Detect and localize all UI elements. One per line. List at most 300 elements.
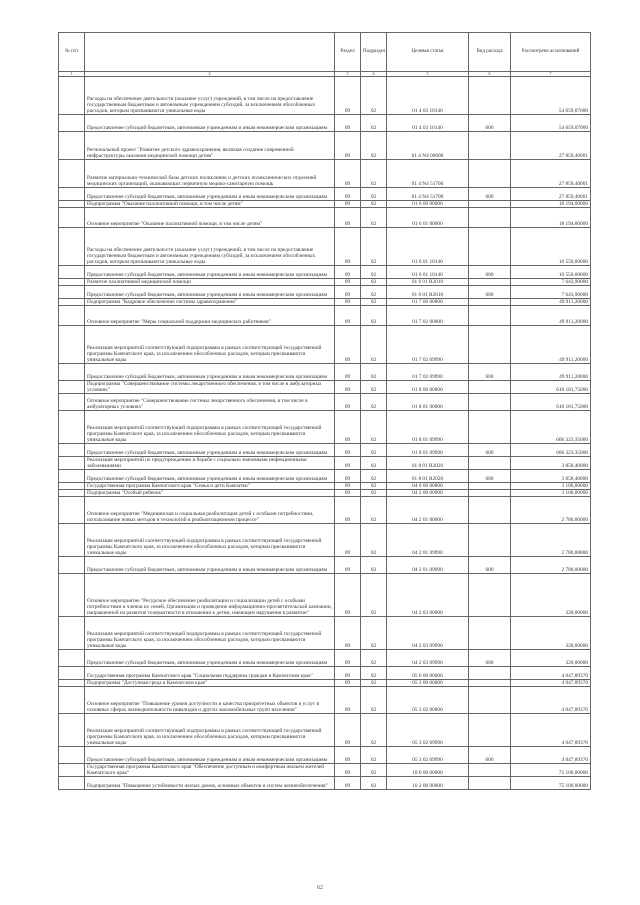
row-podrazdel: 02 (361, 667, 387, 680)
header-num: № п/п (59, 33, 85, 72)
row-num (59, 490, 85, 497)
row-num (59, 457, 85, 470)
row-amount: 2 780,00000 (511, 524, 591, 557)
row-amount: 10 550,00000 (511, 266, 591, 279)
row-target-article: 10 0 00 00000 (387, 764, 469, 777)
row-name: Предоставление субсидий бюджетным, автономным учреждениям и иным некоммерческим организациям (85, 364, 335, 381)
row-razdel: 09 (335, 680, 361, 687)
column-index: 2 (85, 72, 335, 77)
row-amount: 320,00000 (511, 574, 591, 617)
table-row (59, 326, 591, 364)
row-amount: 75 100,00000 (511, 764, 591, 777)
row-razdel: 09 (335, 188, 361, 201)
row-amount: 27 859,40001 (511, 160, 591, 188)
row-name: Основное мероприятие "Ресурсное обеспечение реабилитации и социализации детей с особыми потребностями и членов их семей. Организация и проведение информационно-просветительской кампании, направленной на развитие толерантности в отношении к детям, имеющим нарушения в развитии" (85, 574, 335, 617)
row-razdel: 09 (335, 77, 361, 115)
row-target-article: 01 6 01 R2010 (387, 279, 469, 286)
row-razdel: 09 (335, 115, 361, 132)
row-target-article: 04 2 03 09990 (387, 617, 469, 650)
row-podrazdel: 02 (361, 490, 387, 497)
row-num (59, 574, 85, 617)
row-target-article: 04 0 00 00000 (387, 483, 469, 490)
table-row (59, 160, 591, 188)
row-podrazdel: 02 (361, 228, 387, 266)
row-razdel: 09 (335, 617, 361, 650)
row-amount: 10 550,00000 (511, 228, 591, 266)
row-expense-type: 600 (469, 557, 511, 574)
row-razdel: 09 (335, 667, 361, 680)
table-row (59, 747, 591, 764)
row-amount: 3 100,00000 (511, 490, 591, 497)
row-target-article: 05 3 00 00000 (387, 680, 469, 687)
row-expense-type (469, 132, 511, 160)
row-expense-type (469, 497, 511, 524)
page-number: 62 (317, 885, 323, 891)
table-row (59, 764, 591, 777)
table-row (59, 115, 591, 132)
row-podrazdel: 02 (361, 201, 387, 208)
row-num (59, 381, 85, 394)
row-expense-type: 600 (469, 115, 511, 132)
row-num (59, 228, 85, 266)
row-num (59, 470, 85, 483)
table-row (59, 483, 591, 490)
row-name: Подпрограмма "Повышение устойчивости жилых домов, основных объектов и систем жизнеобеспечения" (85, 777, 335, 790)
row-amount: 7 643,90000 (511, 286, 591, 299)
row-name: Подпрограмма "Совершенствование системы лекарственного обеспечения, в том числе в амбулаторных условиях" (85, 381, 335, 394)
row-amount: 2 780,00000 (511, 497, 591, 524)
row-target-article: 05 3 02 00000 (387, 687, 469, 714)
row-razdel: 09 (335, 286, 361, 299)
row-num (59, 208, 85, 228)
row-razdel: 09 (335, 208, 361, 228)
column-index: 3 (335, 72, 361, 77)
row-name: Основное мероприятие "Меры социальной поддержки медицинских работников" (85, 306, 335, 326)
row-num (59, 286, 85, 299)
row-target-article: 01 4 N4 51700 (387, 188, 469, 201)
row-podrazdel: 02 (361, 687, 387, 714)
row-expense-type: 600 (469, 266, 511, 279)
row-num (59, 617, 85, 650)
row-num (59, 777, 85, 790)
column-index: 1 (59, 72, 85, 77)
row-target-article: 01 8 01 R2020 (387, 470, 469, 483)
row-target-article: 01 4 03 10140 (387, 115, 469, 132)
row-razdel: 09 (335, 687, 361, 714)
row-amount: 7 643,90000 (511, 279, 591, 286)
header-amount: Рассмотрено ассигнований (511, 33, 591, 72)
row-expense-type (469, 279, 511, 286)
row-expense-type (469, 617, 511, 650)
row-target-article: 01 8 01 R2020 (387, 457, 469, 470)
row-podrazdel: 02 (361, 306, 387, 326)
row-num (59, 326, 85, 364)
row-amount: 49 911,20000 (511, 364, 591, 381)
row-razdel: 09 (335, 714, 361, 747)
row-target-article: 04 2 03 00000 (387, 574, 469, 617)
row-razdel: 09 (335, 381, 361, 394)
row-expense-type (469, 201, 511, 208)
row-amount: 49 911,20000 (511, 299, 591, 306)
row-amount: 54 659,07000 (511, 77, 591, 115)
row-podrazdel: 02 (361, 444, 387, 457)
row-name: Предоставление субсидий бюджетным, автономным учреждениям и иным некоммерческим организациям (85, 650, 335, 667)
column-index: 6 (469, 72, 511, 77)
row-name: Подпрограмма "Доступная среда в Камчатском крае" (85, 680, 335, 687)
row-num (59, 306, 85, 326)
row-name: Основное мероприятие "Повышение уровня доступности и качества приоритетных объектов и услуг в основных сферах жизнедеятельности инвалидов и других маломобильных групп населения" (85, 687, 335, 714)
table-row (59, 299, 591, 306)
row-razdel: 09 (335, 764, 361, 777)
table-row (59, 524, 591, 557)
row-razdel: 09 (335, 557, 361, 574)
row-num (59, 764, 85, 777)
row-amount: 4 047,89370 (511, 667, 591, 680)
table-row (59, 490, 591, 497)
row-name: Предоставление субсидий бюджетным, автономным учреждениям и иным некоммерческим организациям (85, 470, 335, 483)
row-amount: 75 100,00000 (511, 777, 591, 790)
row-num (59, 279, 85, 286)
row-target-article: 05 0 00 00000 (387, 667, 469, 680)
row-name: Основное мероприятие "Совершенствование системы лекарственного обеспечения, в том числе в амбулаторных условиях" (85, 394, 335, 411)
row-name: Реализация мероприятий соответствующей подпрограммы в рамках соответствующей государственной программы Камчатского края, за исключением обособленных расходов, которым присваиваются уникальные коды (85, 411, 335, 444)
row-num (59, 411, 85, 444)
row-expense-type (469, 764, 511, 777)
row-expense-type: 600 (469, 747, 511, 764)
row-podrazdel: 02 (361, 457, 387, 470)
row-podrazdel: 02 (361, 483, 387, 490)
row-name: Подпрограмма "Оказание паллиативной помощи, в том числе детям" (85, 201, 335, 208)
row-target-article: 05 3 02 09990 (387, 747, 469, 764)
row-razdel: 09 (335, 574, 361, 617)
row-num (59, 394, 85, 411)
row-podrazdel: 02 (361, 777, 387, 790)
row-amount: 3 858,40000 (511, 470, 591, 483)
row-num (59, 160, 85, 188)
row-target-article: 01 6 01 10140 (387, 228, 469, 266)
row-name: Реализация мероприятий соответствующей подпрограммы в рамках соответствующей государственной программы Камчатского края, за исключением обособленных расходов, которым присваиваются уникальные коды (85, 617, 335, 650)
row-razdel: 09 (335, 650, 361, 667)
row-num (59, 714, 85, 747)
row-expense-type: 600 (469, 286, 511, 299)
row-podrazdel: 02 (361, 132, 387, 160)
row-expense-type (469, 77, 511, 115)
row-num (59, 201, 85, 208)
row-amount: 4 047,89370 (511, 687, 591, 714)
row-amount: 606 323,35000 (511, 444, 591, 457)
row-name: Подпрограмма "Кадровое обеспечение системы здравоохранения" (85, 299, 335, 306)
row-name: Предоставление субсидий бюджетным, автономным учреждениям и иным некоммерческим организациям (85, 188, 335, 201)
row-expense-type (469, 777, 511, 790)
row-amount: 54 659,07000 (511, 115, 591, 132)
table-row (59, 687, 591, 714)
table-row (59, 497, 591, 524)
row-podrazdel: 02 (361, 266, 387, 279)
header-expense-type: Вид расхода (469, 33, 511, 72)
row-expense-type (469, 483, 511, 490)
row-podrazdel: 02 (361, 160, 387, 188)
row-razdel: 09 (335, 394, 361, 411)
row-target-article: 04 2 01 09990 (387, 524, 469, 557)
table-row (59, 77, 591, 115)
table-row (59, 444, 591, 457)
table-row (59, 557, 591, 574)
budget-sheet (58, 32, 590, 790)
table-row (59, 306, 591, 326)
row-podrazdel: 02 (361, 279, 387, 286)
row-podrazdel: 02 (361, 617, 387, 650)
row-name: Реализация мероприятий соответствующей подпрограммы в рамках соответствующей государственной программы Камчатского края, за исключением обособленных расходов, которым присваиваются уникальные коды (85, 714, 335, 747)
row-podrazdel: 02 (361, 680, 387, 687)
row-podrazdel: 02 (361, 411, 387, 444)
row-name: Развитие паллиативной медицинской помощи (85, 279, 335, 286)
row-name: Государственная программа Камчатского края "Семья и дети Камчатки" (85, 483, 335, 490)
row-target-article: 01 7 02 00000 (387, 306, 469, 326)
row-razdel: 09 (335, 457, 361, 470)
row-num (59, 444, 85, 457)
row-expense-type (469, 326, 511, 364)
row-target-article: 01 6 01 10140 (387, 266, 469, 279)
row-razdel: 09 (335, 364, 361, 381)
row-podrazdel: 02 (361, 77, 387, 115)
row-expense-type (469, 306, 511, 326)
table-row (59, 667, 591, 680)
row-podrazdel: 02 (361, 286, 387, 299)
row-razdel: 09 (335, 160, 361, 188)
row-podrazdel: 02 (361, 299, 387, 306)
row-amount: 3 100,00000 (511, 483, 591, 490)
row-expense-type (469, 667, 511, 680)
row-name: Государственная программа Камчатского края "Социальная поддержка граждан в Камчатском крае" (85, 667, 335, 680)
row-target-article: 10 2 00 00000 (387, 777, 469, 790)
row-num (59, 188, 85, 201)
row-name: Расходы на обеспечение деятельности (оказание услуг) учреждений, в том числе на предоставление государственным бюджетным и автономным учреждениям субсидий, за исключением обособленных расходов, которым присваиваются уникальные коды (85, 228, 335, 266)
row-target-article: 01 8 01 09990 (387, 444, 469, 457)
table-row (59, 279, 591, 286)
table-row (59, 208, 591, 228)
column-index: 5 (387, 72, 469, 77)
row-razdel: 09 (335, 444, 361, 457)
row-target-article: 01 6 00 00000 (387, 201, 469, 208)
row-num (59, 667, 85, 680)
row-razdel: 09 (335, 132, 361, 160)
row-podrazdel: 02 (361, 326, 387, 364)
row-podrazdel: 02 (361, 115, 387, 132)
row-num (59, 483, 85, 490)
row-target-article: 04 2 01 00000 (387, 497, 469, 524)
table-row (59, 228, 591, 266)
row-podrazdel: 02 (361, 524, 387, 557)
row-expense-type (469, 714, 511, 747)
header-name (85, 33, 335, 72)
row-razdel: 09 (335, 201, 361, 208)
row-expense-type (469, 574, 511, 617)
row-expense-type: 600 (469, 444, 511, 457)
row-num (59, 115, 85, 132)
row-razdel: 09 (335, 747, 361, 764)
table-row (59, 777, 591, 790)
row-podrazdel: 02 (361, 747, 387, 764)
row-expense-type (469, 680, 511, 687)
row-amount: 610 181,75000 (511, 394, 591, 411)
row-name: Государственная программа Камчатского края "Обеспечение доступным и комфортным жильем жителей Камчатского края" (85, 764, 335, 777)
row-expense-type (469, 687, 511, 714)
table-row (59, 680, 591, 687)
row-amount: 606 323,35000 (511, 411, 591, 444)
row-podrazdel: 02 (361, 394, 387, 411)
row-podrazdel: 02 (361, 208, 387, 228)
row-amount: 27 859,40001 (511, 188, 591, 201)
row-name: Реализация мероприятий соответствующей подпрограммы в рамках соответствующей государственной программы Камчатского края, за исключением обособленных расходов, которым присваиваются уникальные коды (85, 326, 335, 364)
row-amount: 4 047,89370 (511, 714, 591, 747)
row-amount: 320,00000 (511, 650, 591, 667)
row-name: Расходы на обеспечение деятельности (оказание услуг) учреждений, в том числе на предоставление государственным бюджетным и автономным учреждениям субсидий, за исключением обособленных расходов, которым присваиваются уникальные коды (85, 77, 335, 115)
row-name: Реализация мероприятий соответствующей подпрограммы в рамках соответствующей государственной программы Камчатского края, за исключением обособленных расходов, которым присваиваются уникальные коды (85, 524, 335, 557)
row-expense-type (469, 299, 511, 306)
row-expense-type: 600 (469, 188, 511, 201)
row-expense-type (469, 394, 511, 411)
row-num (59, 132, 85, 160)
row-amount: 320,00000 (511, 617, 591, 650)
row-amount: 2 780,00000 (511, 557, 591, 574)
row-target-article: 01 4 N4 51700 (387, 160, 469, 188)
row-podrazdel: 02 (361, 714, 387, 747)
row-target-article: 01 6 01 R2010 (387, 286, 469, 299)
row-expense-type: 600 (469, 650, 511, 667)
row-num (59, 680, 85, 687)
row-expense-type (469, 524, 511, 557)
table-row (59, 364, 591, 381)
row-target-article: 01 4 03 10140 (387, 77, 469, 115)
row-num (59, 77, 85, 115)
row-num (59, 524, 85, 557)
row-num (59, 687, 85, 714)
row-razdel: 09 (335, 279, 361, 286)
row-target-article: 05 3 02 09990 (387, 714, 469, 747)
row-podrazdel: 02 (361, 381, 387, 394)
row-expense-type: 600 (469, 364, 511, 381)
row-expense-type (469, 411, 511, 444)
row-expense-type (469, 381, 511, 394)
row-name: Предоставление субсидий бюджетным, автономным учреждениям и иным некоммерческим организациям (85, 557, 335, 574)
row-name: Предоставление субсидий бюджетным, автономным учреждениям и иным некоммерческим организациям (85, 115, 335, 132)
table-row (59, 650, 591, 667)
table-row (59, 411, 591, 444)
row-razdel: 09 (335, 411, 361, 444)
table-row (59, 617, 591, 650)
row-razdel: 09 (335, 470, 361, 483)
row-num (59, 266, 85, 279)
row-amount: 18 194,00000 (511, 201, 591, 208)
table-row (59, 188, 591, 201)
row-podrazdel: 02 (361, 364, 387, 381)
row-razdel: 09 (335, 777, 361, 790)
row-razdel: 09 (335, 490, 361, 497)
row-target-article: 01 4 N4 00000 (387, 132, 469, 160)
row-razdel: 09 (335, 326, 361, 364)
row-razdel: 09 (335, 524, 361, 557)
row-amount: 3 858,40000 (511, 457, 591, 470)
table-row (59, 574, 591, 617)
row-razdel: 09 (335, 497, 361, 524)
row-podrazdel: 02 (361, 650, 387, 667)
row-num (59, 364, 85, 381)
row-target-article: 01 8 01 00000 (387, 394, 469, 411)
row-num (59, 747, 85, 764)
row-name: Региональный проект "Развитие детского здравоохранения, включая создание современной инфраструктуры оказания медицинской помощи детям" (85, 132, 335, 160)
row-podrazdel: 02 (361, 497, 387, 524)
table-row (59, 470, 591, 483)
row-name: Реализация мероприятий по предупреждению и борьбе с социально значимыми инфекционными заболеваниями (85, 457, 335, 470)
row-name: Предоставление субсидий бюджетным, автономным учреждениям и иным некоммерческим организациям (85, 286, 335, 299)
row-amount: 18 194,00000 (511, 208, 591, 228)
row-target-article: 01 7 00 00000 (387, 299, 469, 306)
row-razdel: 09 (335, 266, 361, 279)
row-name: Предоставление субсидий бюджетным, автономным учреждениям и иным некоммерческим организациям (85, 747, 335, 764)
row-num (59, 557, 85, 574)
table-row (59, 201, 591, 208)
row-razdel: 09 (335, 306, 361, 326)
row-target-article: 04 2 01 09990 (387, 557, 469, 574)
row-target-article: 04 2 03 09990 (387, 650, 469, 667)
budget-table (58, 32, 591, 790)
header-razdel: Раздел (335, 33, 361, 72)
row-amount: 49 911,20000 (511, 326, 591, 364)
row-target-article: 01 7 02 09990 (387, 326, 469, 364)
row-amount: 27 859,40001 (511, 132, 591, 160)
table-row (59, 132, 591, 160)
row-num (59, 299, 85, 306)
row-target-article: 01 8 01 09990 (387, 411, 469, 444)
row-podrazdel: 02 (361, 470, 387, 483)
row-amount: 4 047,89370 (511, 680, 591, 687)
row-target-article: 01 6 01 00000 (387, 208, 469, 228)
header-podrazdel: Подраздел (361, 33, 387, 72)
row-num (59, 650, 85, 667)
row-podrazdel: 02 (361, 557, 387, 574)
row-podrazdel: 02 (361, 574, 387, 617)
table-row (59, 714, 591, 747)
table-body (59, 77, 591, 790)
table-row (59, 457, 591, 470)
row-expense-type (469, 208, 511, 228)
row-name: Основное мероприятие "Медицинская и социальная реабилитация детей с особыми потребностями, использование новых методов и технологий в реабилитационном процессе" (85, 497, 335, 524)
row-target-article: 04 2 00 00000 (387, 490, 469, 497)
row-podrazdel: 02 (361, 188, 387, 201)
row-podrazdel: 02 (361, 764, 387, 777)
table-row (59, 286, 591, 299)
row-num (59, 497, 85, 524)
row-expense-type (469, 160, 511, 188)
table-row (59, 266, 591, 279)
row-amount: 4 047,89370 (511, 747, 591, 764)
row-name: Развитие материально-технической базы детских поликлиник и детских поликлинических отделений медицинских организаций, оказывающих первичную медико-санитарную помощь (85, 160, 335, 188)
row-razdel: 09 (335, 228, 361, 266)
row-name: Предоставление субсидий бюджетным, автономным учреждениям и иным некоммерческим организациям (85, 266, 335, 279)
row-name: Предоставление субсидий бюджетным, автономным учреждениям и иным некоммерческим организациям (85, 444, 335, 457)
row-name: Основное мероприятие "Оказание паллиативной помощи, в том числе детям" (85, 208, 335, 228)
row-target-article: 01 8 00 00000 (387, 381, 469, 394)
row-expense-type (469, 228, 511, 266)
row-amount: 610 181,75000 (511, 381, 591, 394)
table-row (59, 394, 591, 411)
row-amount: 49 911,20000 (511, 306, 591, 326)
column-index: 4 (361, 72, 387, 77)
row-razdel: 09 (335, 299, 361, 306)
column-index: 7 (511, 72, 591, 77)
row-razdel: 09 (335, 483, 361, 490)
row-expense-type (469, 490, 511, 497)
